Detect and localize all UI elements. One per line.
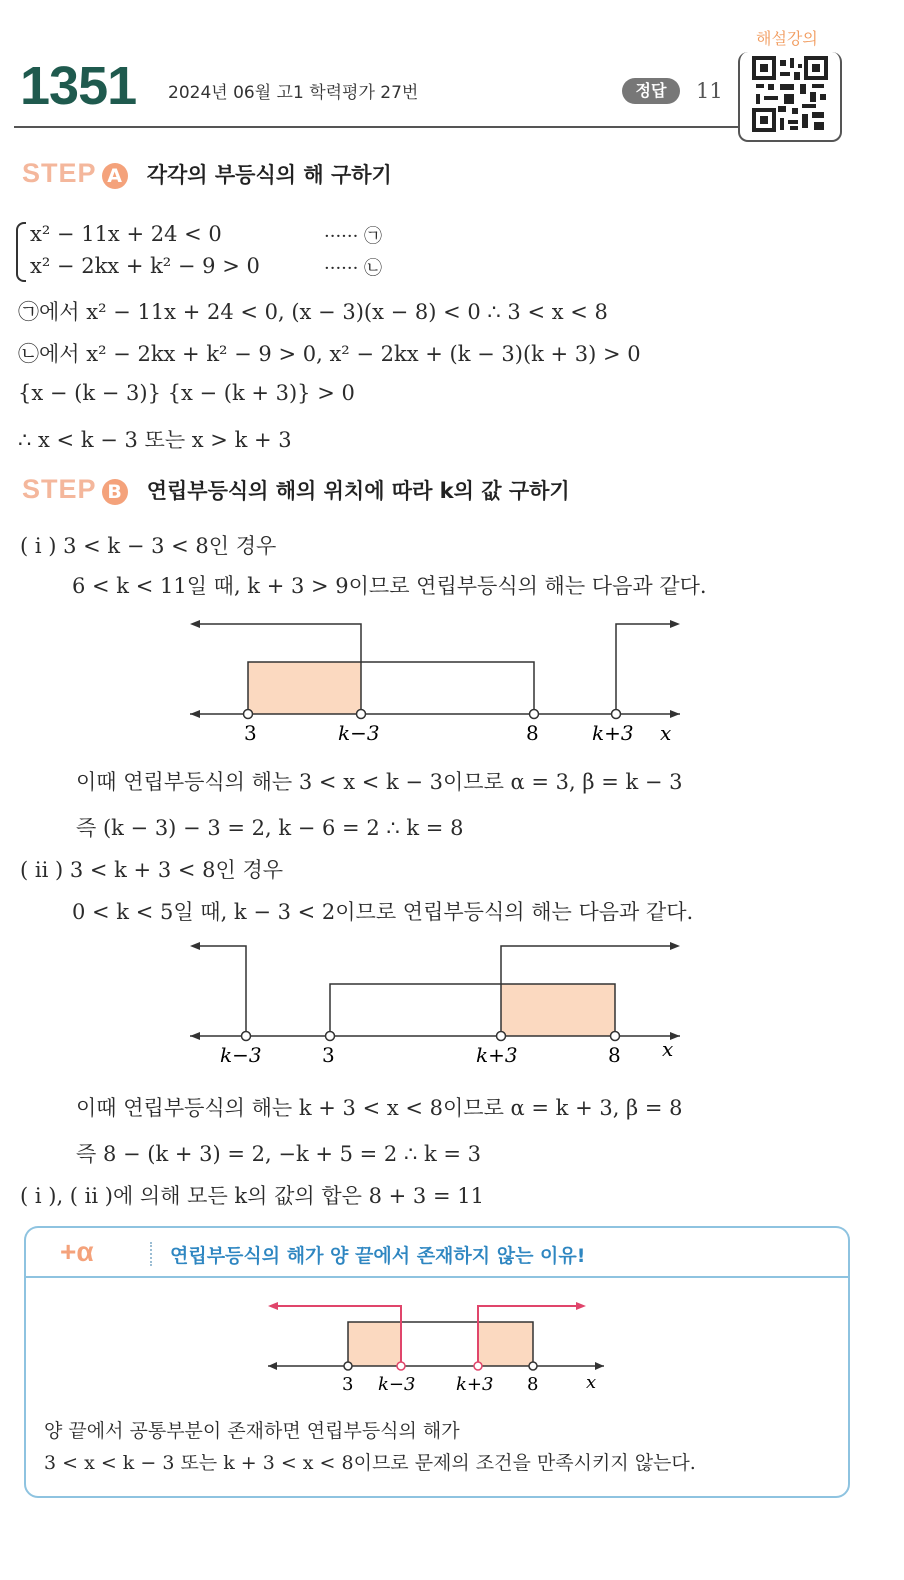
step-a-line-6: ∴ x < k − 3 또는 x > k + 3	[18, 428, 292, 452]
plus-alpha-icon: +α	[60, 1236, 94, 1267]
tick-label: 8	[608, 1043, 621, 1067]
tick-label: 3	[322, 1043, 335, 1067]
open-point	[397, 1362, 405, 1370]
number-line-diagram-1	[180, 610, 700, 750]
tick-label: k+3	[476, 1043, 518, 1067]
answer-badge: 정답	[622, 78, 680, 104]
number-line-diagram-2	[180, 934, 700, 1074]
case-2-line-1: 0 < k < 5일 때, k − 3 < 2이므로 연립부등식의 해는 다음과 같다.	[72, 900, 694, 924]
tick-label: k+3	[592, 721, 634, 745]
case-1-line-3: 즉 (k − 3) − 3 = 2, k − 6 = 2 ∴ k = 8	[76, 816, 464, 840]
axis-variable-label: x	[586, 1372, 597, 1393]
plus-alpha-line-2: 3 < x < k − 3 또는 k + 3 < x < 8이므로 문제의 조건을 만족시키지 않는다.	[44, 1452, 696, 1474]
open-point	[242, 1032, 251, 1041]
ray-left-arrowhead	[190, 620, 200, 628]
axis-left-arrowhead	[190, 1032, 200, 1040]
case-2-heading: ( ii ) 3 < k + 3 < 8인 경우	[20, 858, 284, 882]
open-point	[244, 710, 253, 719]
tick-label: 8	[526, 721, 539, 745]
number-line-diagram-3	[260, 1290, 620, 1402]
open-point	[344, 1362, 352, 1370]
axis-variable-label: x	[662, 1037, 674, 1061]
open-point	[529, 1362, 537, 1370]
step-a-line-3: ㉠에서 x² − 11x + 24 < 0, (x − 3)(x − 8) < 0 ∴ 3 < x < 8	[18, 300, 608, 324]
step-b-badge: B	[102, 479, 128, 505]
shaded-region-left	[348, 1322, 401, 1366]
tick-label: k−3	[338, 721, 380, 745]
tick-label: 3	[244, 721, 257, 745]
step-b-title: 연립부등식의 해의 위치에 따라 k의 값 구하기	[146, 479, 570, 503]
plus-alpha-line-1: 양 끝에서 공통부분이 존재하면 연립부등식의 해가	[44, 1420, 460, 1442]
open-point	[611, 1032, 620, 1041]
ray-right-arrowhead	[670, 620, 680, 628]
answer-value: 11	[696, 79, 723, 103]
case-2-line-3: 즉 8 − (k + 3) = 2, −k + 5 = 2 ∴ k = 3	[76, 1142, 482, 1166]
axis-left-arrowhead	[190, 710, 200, 718]
axis-right-arrowhead	[595, 1362, 604, 1370]
step-a-heading	[22, 158, 392, 189]
tick-label: k−3	[378, 1374, 416, 1395]
axis-variable-label: x	[660, 721, 672, 745]
open-point	[612, 710, 621, 719]
case-1-line-1: 6 < k < 11일 때, k + 3 > 9이므로 연립부등식의 해는 다음과 같다.	[72, 574, 707, 598]
system-line-1: x² − 11x + 24 < 0	[30, 222, 222, 246]
system-brace	[16, 222, 26, 282]
shaded-region	[501, 984, 615, 1036]
system-tag-1: ······ ㉠	[324, 226, 383, 247]
step-b-heading	[22, 474, 570, 505]
system-tag-2: ······ ㉡	[324, 258, 383, 279]
ray-x-greater-k-plus-3	[616, 624, 672, 714]
tick-label: 3	[342, 1374, 354, 1395]
open-point	[357, 710, 366, 719]
ray-right-arrowhead	[670, 942, 680, 950]
open-point	[530, 710, 539, 719]
problem-source: 2024년 06월 고1 학력평가 27번	[168, 83, 419, 103]
ray-left-arrowhead	[190, 942, 200, 950]
system-line-2: x² − 2kx + k² − 9 > 0	[30, 254, 260, 278]
axis-left-arrowhead	[268, 1362, 277, 1370]
case-1-heading: ( i ) 3 < k − 3 < 8인 경우	[20, 534, 277, 558]
axis-right-arrowhead	[670, 710, 680, 718]
shaded-region-right	[478, 1322, 533, 1366]
pink-right-arrowhead	[576, 1302, 586, 1310]
step-b-label: STEP	[22, 474, 97, 504]
step-a-badge: A	[102, 163, 128, 189]
open-point	[326, 1032, 335, 1041]
case-2-line-2: 이때 연립부등식의 해는 k + 3 < x < 8이므로 α = k + 3, β = 8	[76, 1096, 683, 1120]
conclusion-line: ( i ), ( ii )에 의해 모든 k의 값의 합은 8 + 3 = 11	[20, 1184, 484, 1208]
step-a-label: STEP	[22, 158, 97, 188]
tick-label: k+3	[456, 1374, 494, 1395]
qr-code-icon[interactable]	[752, 56, 828, 132]
shaded-region	[248, 662, 361, 714]
problem-number: 1351	[20, 56, 137, 116]
plus-alpha-title: 연립부등식의 해가 양 끝에서 존재하지 않는 이유!	[170, 1245, 586, 1267]
case-1-line-2: 이때 연립부등식의 해는 3 < x < k − 3이므로 α = 3, β = k − 3	[76, 770, 683, 794]
pink-left-arrowhead	[268, 1302, 278, 1310]
lecture-label: 해설강의	[756, 29, 818, 48]
tick-label: 8	[527, 1374, 539, 1395]
open-point	[497, 1032, 506, 1041]
plus-alpha-divider	[150, 1242, 152, 1266]
open-point	[474, 1362, 482, 1370]
header-rule	[14, 126, 738, 128]
ray-x-less-k-minus-3	[198, 946, 246, 1036]
step-a-line-5: {x − (k − 3)} {x − (k + 3)} > 0	[18, 381, 355, 405]
step-a-title: 각각의 부등식의 해 구하기	[146, 163, 392, 187]
step-a-line-4: ㉡에서 x² − 2kx + k² − 9 > 0, x² − 2kx + (k − 3)(k + 3) > 0	[18, 342, 641, 366]
tick-label: k−3	[220, 1043, 262, 1067]
